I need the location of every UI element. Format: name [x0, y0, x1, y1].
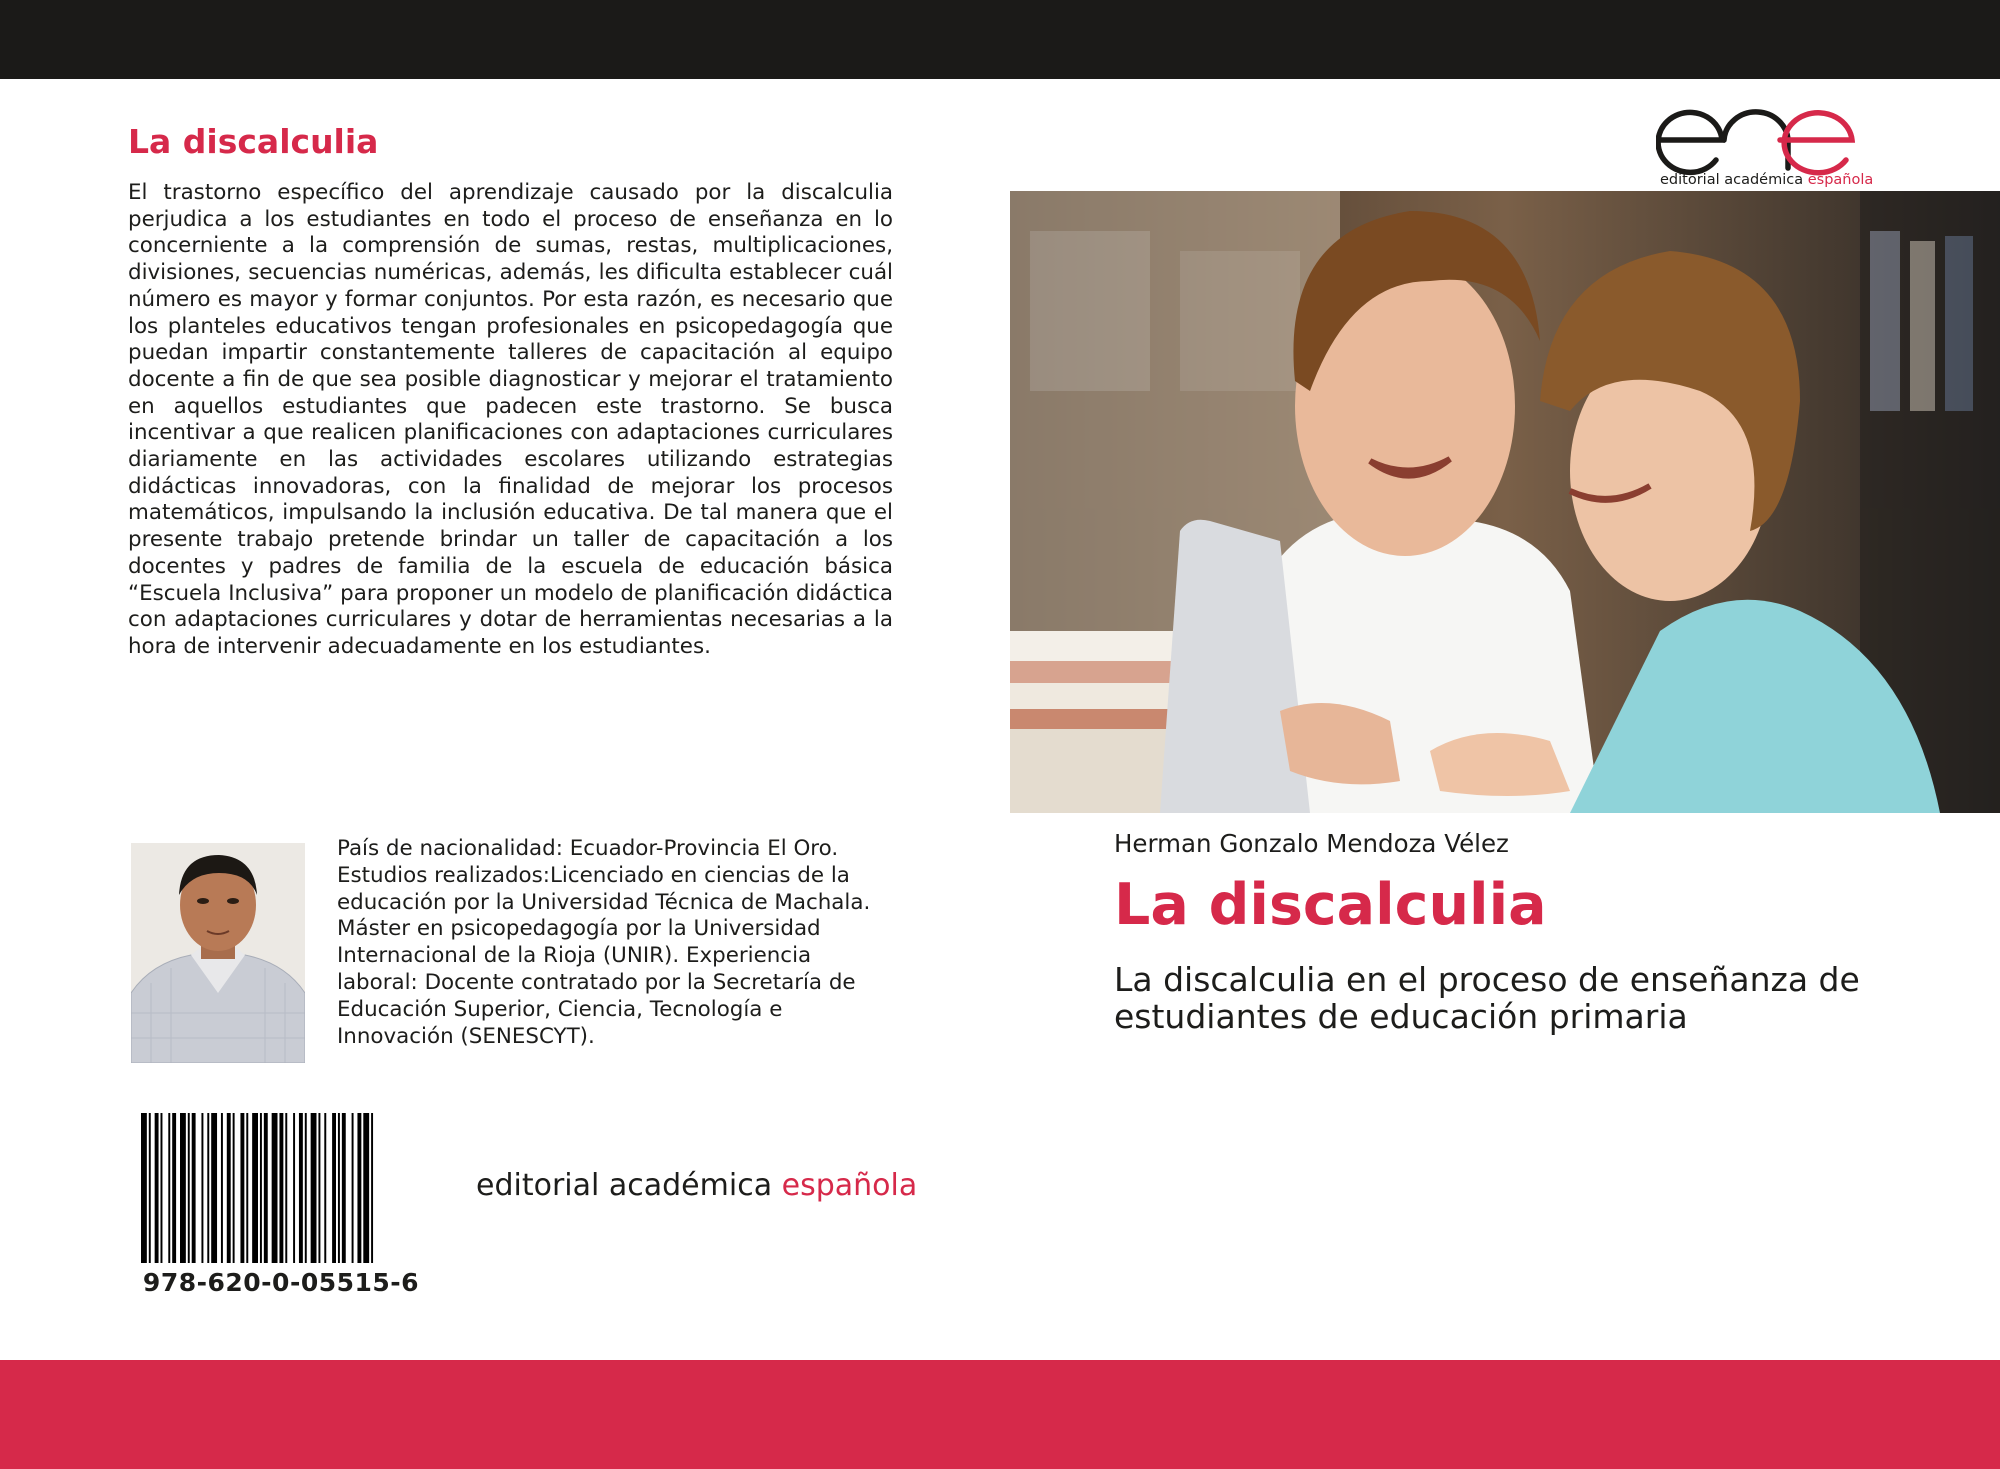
barcode	[141, 1113, 421, 1305]
author-photo	[131, 843, 305, 1063]
logo-caption-accent: española	[1807, 172, 1874, 188]
barcode-bars	[141, 1113, 421, 1263]
back-cover-title: La discalculia	[128, 122, 379, 161]
logo-caption	[1660, 172, 1873, 188]
cover-photo	[1010, 191, 2000, 813]
back-cover-blurb: El trastorno específico del aprendizaje causado por la discalculia perjudica a los estudiantes en todo el proceso de enseñanza en lo concerniente a la comprensión de sumas, restas, multiplicaciones, divisiones, secuencias numéricas, además, les dificulta establecer cuál número es mayor y formar conjuntos. Por esta razón, es necesario que los planteles educativos tengan profesionales en psicopedagogía que puedan impartir constantemente talleres de capacitación al equipo docente a fin de que sea posible diagnosticar y mejorar el tratamiento en aquellos estudiantes que padecen este trastorno. Se busca incentivar a que realicen planificaciones con adaptaciones curriculares diariamente en las actividades escolares utilizando estrategias didácticas innovadoras, con la finalidad de mejorar los procesos matemáticos, impulsando la inclusión educativa. De tal manera que el presente trabajo pretende brindar un taller de capacitación a los docentes y padres de familia de la escuela de educación básica “Escuela Inclusiva” para proponer un modelo de planificación didáctica con adaptaciones curriculares y dotar de herramientas necesarias a la hora de intervenir adecuadamente en los estudiantes.	[128, 180, 893, 659]
top-band	[0, 0, 2000, 79]
front-cover-subtitle: La discalculia en el proceso de enseñanza de estudiantes de educación primaria	[1114, 960, 1860, 1036]
author-bio: País de nacionalidad: Ecuador-Provincia El Oro. Estudios realizados:Licenciado en ciencias de la educación por la Universidad Técnica de Machala. Máster en psicopedagogía por la Universidad Internacional de la Rioja (UNIR). Experiencia laboral: Docente contratado por la Secretaría de Educación Superior, Ciencia, Tecnología e Innovación (SENESCYT).	[337, 836, 871, 1049]
bottom-band	[0, 1360, 2000, 1469]
isbn: 978-620-0-05515-6	[142, 1268, 420, 1297]
publisher-wordmark	[476, 1168, 917, 1203]
front-cover-title: La discalculia	[1114, 872, 1547, 938]
publisher-name: editorial académica	[476, 1168, 773, 1203]
author-name: Herman Gonzalo Mendoza Vélez	[1114, 829, 1509, 858]
logo-caption-main: editorial académica	[1660, 172, 1804, 188]
publisher-name-accent: española	[781, 1168, 918, 1203]
